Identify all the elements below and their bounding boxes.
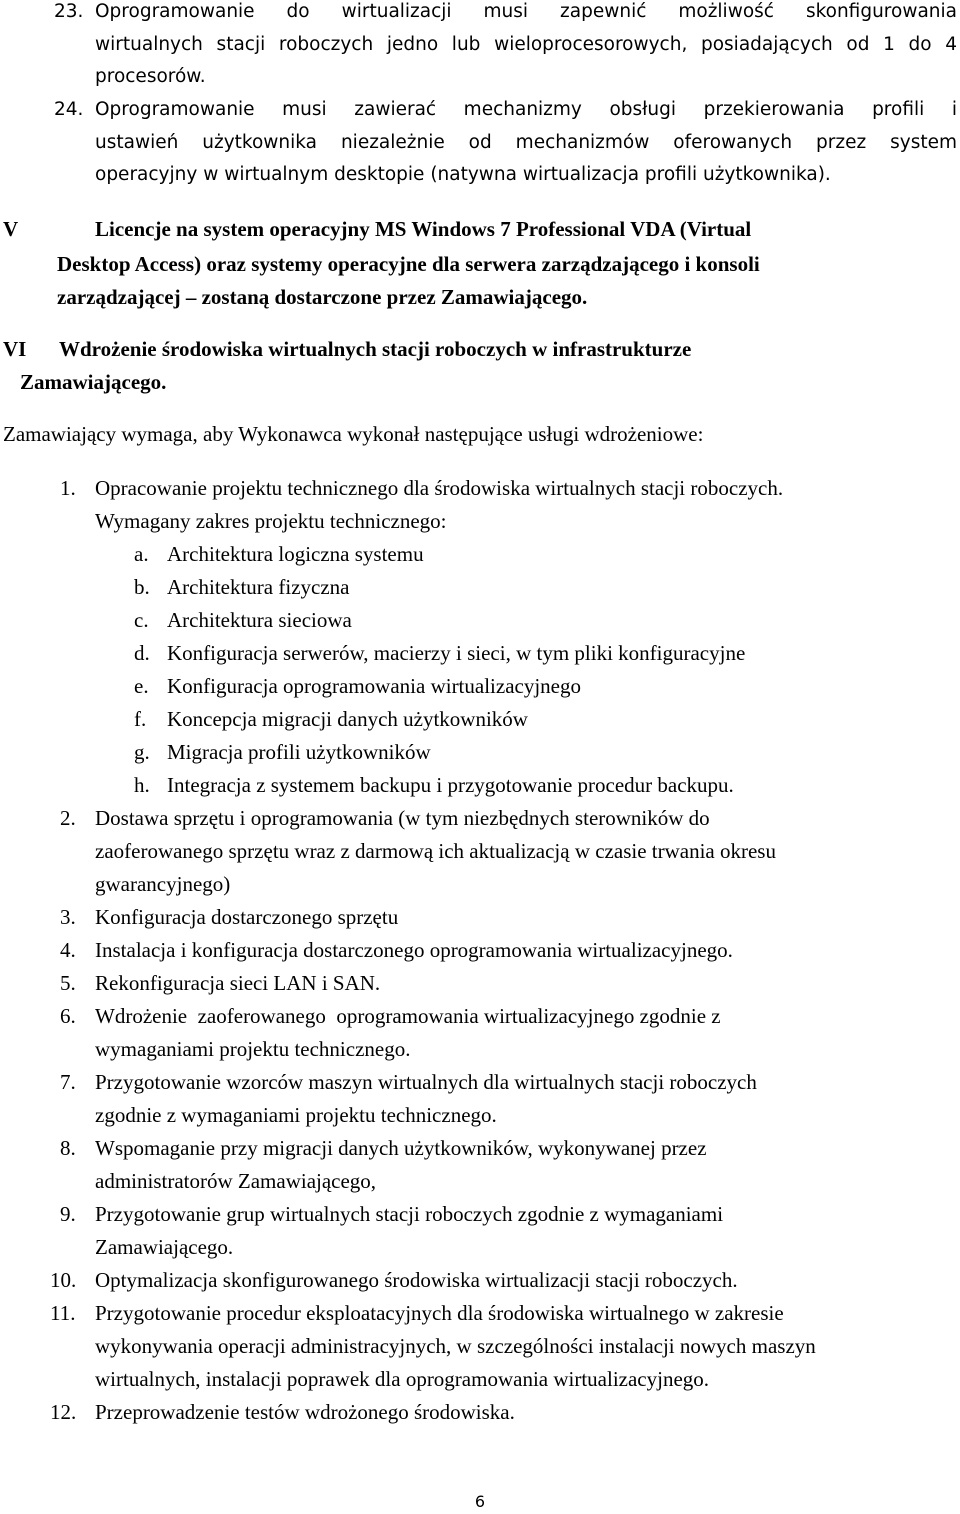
sub-item-letter: f. — [134, 707, 147, 731]
section-heading-line: Zamawiającego. — [20, 370, 167, 394]
sub-item-letter: h. — [134, 773, 150, 797]
item-number: 6. — [60, 1004, 76, 1028]
item-text-line: Oprogramowanie do wirtualizacji musi zapewnić możliwość skonfigurowania — [95, 1, 957, 22]
item-text-line: Zamawiającego. — [95, 1235, 234, 1259]
item-text-line: zaoferowanego sprzętu wraz z darmową ich aktualizacją w czasie trwania okresu — [95, 839, 776, 863]
item-text-line: zgodnie z wymaganiami projektu technicznego. — [95, 1103, 497, 1127]
sub-item-letter: c. — [134, 608, 149, 632]
item-text-line: Przygotowanie wzorców maszyn wirtualnych dla wirtualnych stacji roboczych — [95, 1070, 757, 1094]
item-text-line: Wymagany zakres projektu technicznego: — [95, 509, 447, 533]
item-text-line: Dostawa sprzętu i oprogramowania (w tym niezbędnych sterowników do — [95, 806, 710, 830]
item-text-line: administratorów Zamawiającego, — [95, 1169, 377, 1193]
item-number: 10. — [50, 1268, 77, 1292]
item-text-line: Instalacja i konfiguracja dostarczonego oprogramowania wirtualizacyjnego. — [95, 938, 733, 962]
item-text-line: wykonywania operacji administracyjnych, w szczególności instalacji nowych maszyn — [95, 1334, 816, 1358]
item-text-line: Oprogramowanie musi zawierać mechanizmy obsługi przekierowania profili i — [95, 99, 957, 120]
item-text-line: Przeprowadzenie testów wdrożonego środowiska. — [95, 1400, 515, 1424]
sub-item-text: Architektura fizyczna — [167, 575, 350, 599]
item-number: 9. — [60, 1202, 76, 1226]
item-text-line: wirtualnych, instalacji poprawek dla oprogramowania wirtualizacyjnego. — [95, 1367, 710, 1391]
section-heading-line: Wdrożenie środowiska wirtualnych stacji roboczych w infrastrukturze — [59, 337, 692, 361]
sub-item-text: Architektura logiczna systemu — [167, 542, 424, 566]
intro-paragraph: Zamawiający wymaga, aby Wykonawca wykonał następujące usługi wdrożeniowe: — [3, 422, 704, 446]
item-text-line: Rekonfiguracja sieci LAN i SAN. — [95, 971, 381, 995]
item-number: 7. — [60, 1070, 76, 1094]
sub-item-text: Koncepcja migracji danych użytkowników — [167, 707, 528, 731]
item-text-line: ustawień użytkownika niezależnie od mechanizmów oferowanych przez system — [95, 132, 957, 153]
item-text-line: gwarancyjnego) — [95, 872, 231, 896]
sub-item-letter: a. — [134, 542, 149, 566]
section-heading-line: zarządzającej – zostaną dostarczone przez Zamawiającego. — [57, 285, 588, 309]
sub-item-letter: e. — [134, 674, 149, 698]
item-text-line: Opracowanie projektu technicznego dla środowiska wirtualnych stacji roboczych. — [95, 476, 784, 500]
item-number: 2. — [60, 806, 76, 830]
item-number: 3. — [60, 905, 76, 929]
item-number: 11. — [50, 1301, 76, 1325]
sub-item-letter: b. — [134, 575, 150, 599]
item-text-line: wymaganiami projektu technicznego. — [95, 1037, 411, 1061]
section-heading-line: Desktop Access) oraz systemy operacyjne dla serwera zarządzającego i konsoli — [57, 252, 760, 276]
sub-item-letter: g. — [134, 740, 150, 764]
item-text-line: operacyjny w wirtualnym desktopie (natywna wirtualizacja profili użytkownika). — [95, 164, 831, 185]
item-text-line: procesorów. — [95, 66, 206, 87]
item-text-line: wirtualnych stacji roboczych jedno lub wieloprocesorowych, posiadających od 1 do 4 — [95, 34, 957, 55]
section-numeral: VI — [3, 337, 27, 361]
item-text-line: Przygotowanie grup wirtualnych stacji roboczych zgodnie z wymaganiami — [95, 1202, 724, 1226]
sub-item-text: Architektura sieciowa — [167, 608, 352, 632]
sub-item-text: Migracja profili użytkowników — [167, 740, 431, 764]
item-text-line: Optymalizacja skonfigurowanego środowiska wirtualizacji stacji roboczych. — [95, 1268, 738, 1292]
item-number: 4. — [60, 938, 76, 962]
sub-item-letter: d. — [134, 641, 150, 665]
sub-item-text: Konfiguracja oprogramowania wirtualizacyjnego — [167, 674, 582, 698]
sub-item-text: Integracja z systemem backupu i przygotowanie procedur backupu. — [167, 773, 734, 797]
item-number: 8. — [60, 1136, 76, 1160]
page-number: 6 — [474, 1492, 486, 1511]
item-text-line: Wspomaganie przy migracji danych użytkowników, wykonywanej przez — [95, 1136, 707, 1160]
item-text-line: Konfiguracja dostarczonego sprzętu — [95, 905, 399, 929]
section-numeral: V — [3, 217, 19, 241]
item-text-line: Wdrożenie zaoferowanego oprogramowania wirtualizacyjnego zgodnie z — [95, 1004, 721, 1028]
item-number: 5. — [60, 971, 76, 995]
section-heading-line: Licencje na system operacyjny MS Windows 7 Professional VDA (Virtual — [95, 217, 752, 241]
item-number: 24. — [54, 99, 84, 120]
item-text-line: Przygotowanie procedur eksploatacyjnych dla środowiska wirtualnego w zakresie — [95, 1301, 784, 1325]
sub-item-text: Konfiguracja serwerów, macierzy i sieci, w tym pliki konfiguracyjne — [167, 641, 746, 665]
item-number: 1. — [60, 476, 76, 500]
item-number: 23. — [54, 1, 84, 22]
item-number: 12. — [50, 1400, 77, 1424]
